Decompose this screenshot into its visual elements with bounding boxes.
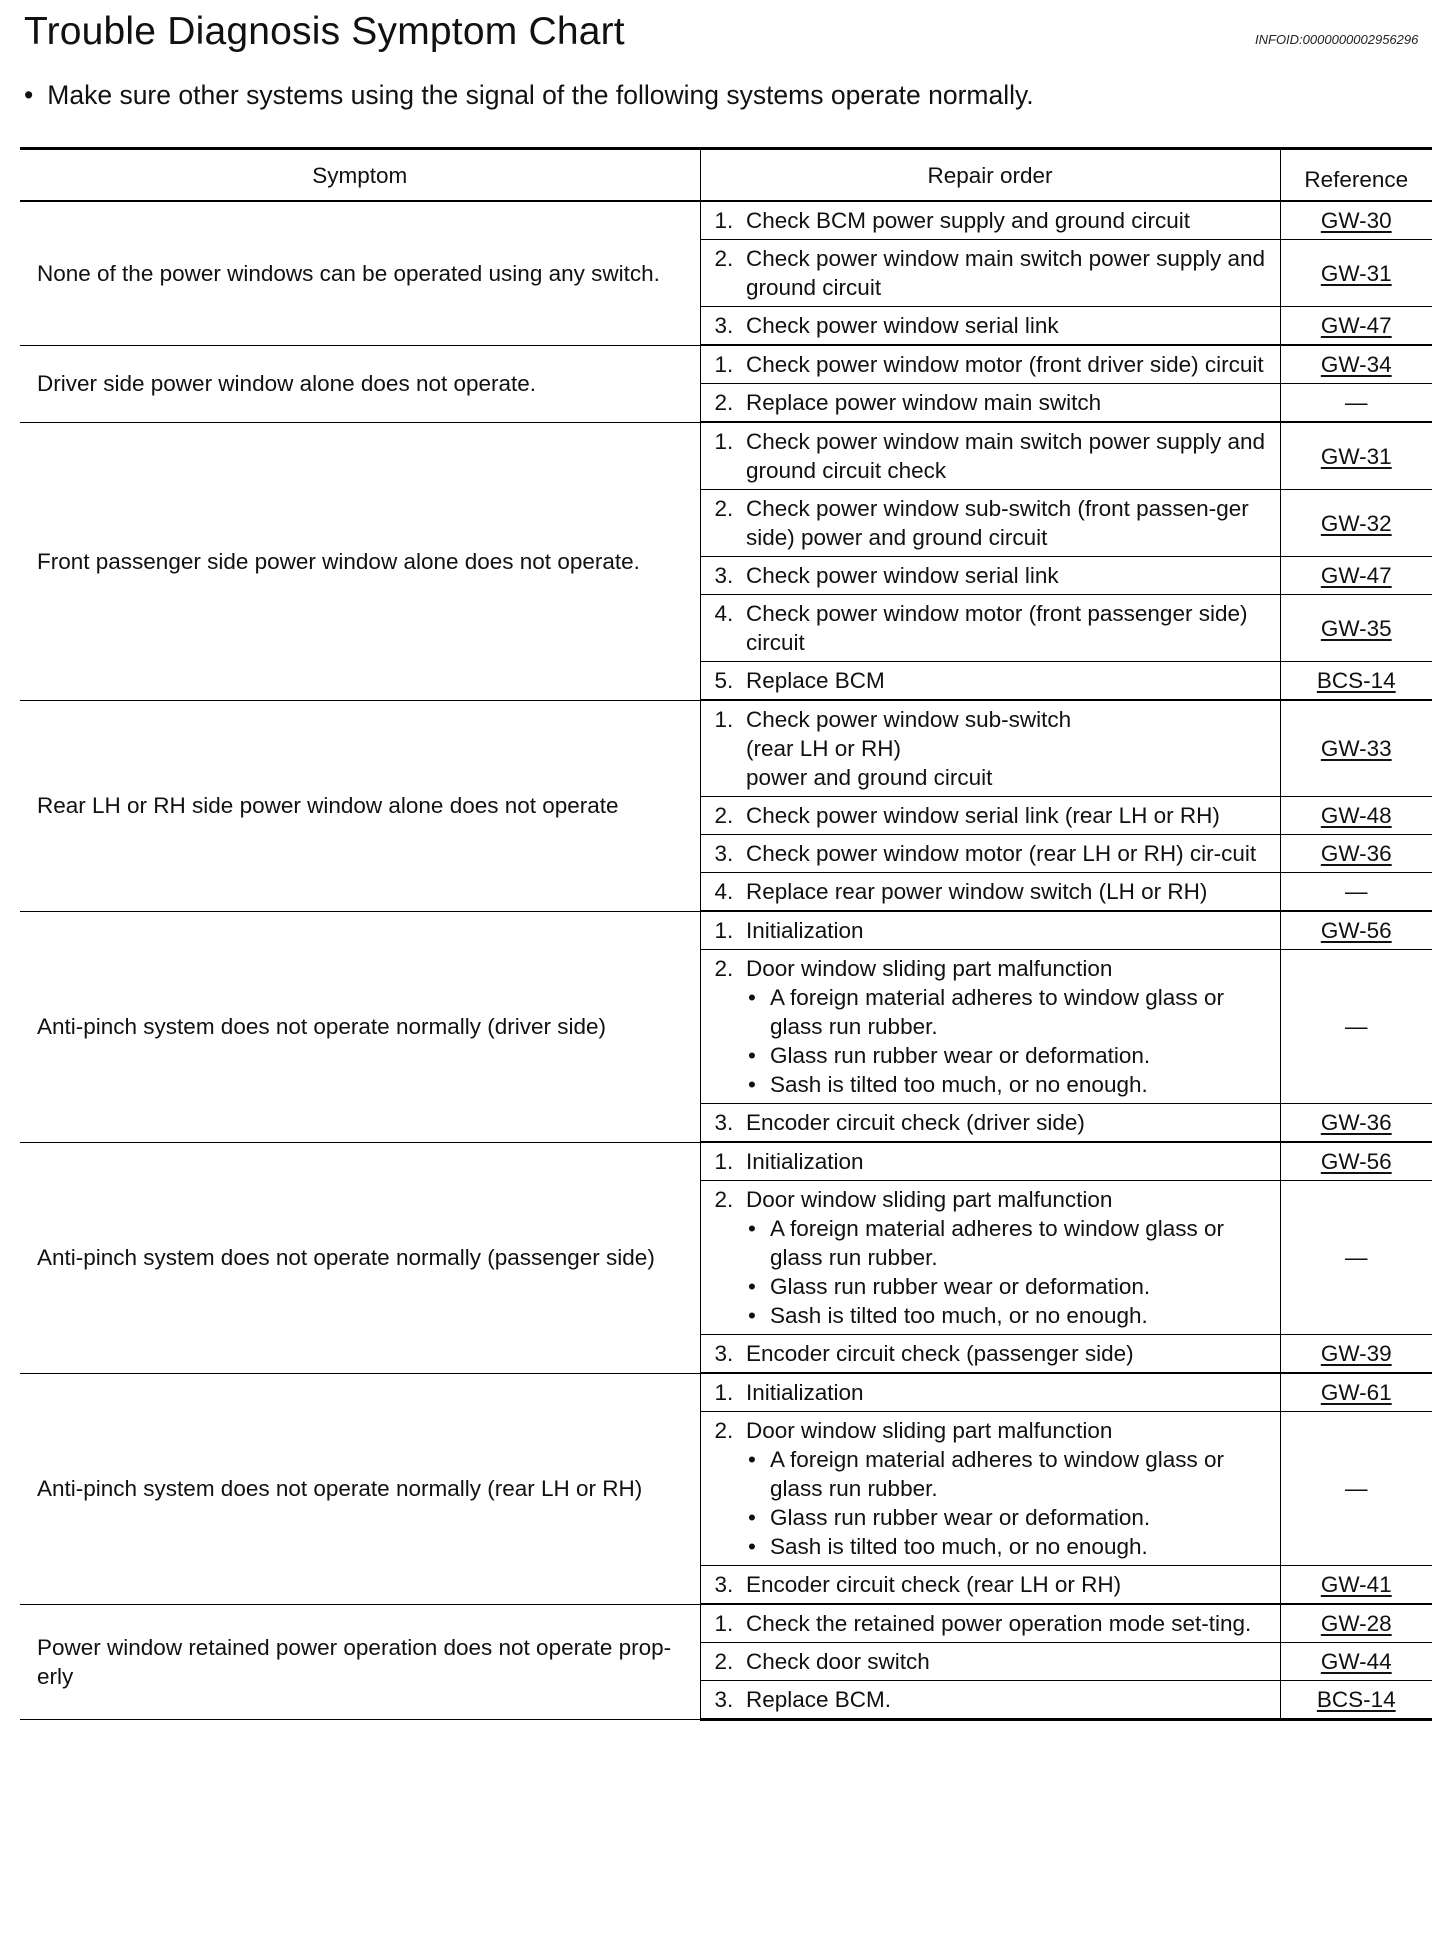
reference-link[interactable]: GW-44 [1320, 1649, 1392, 1674]
step-text: Check power window serial link [746, 313, 1059, 338]
step-number: 5. [700, 662, 744, 701]
reference-link[interactable]: GW-32 [1320, 510, 1392, 536]
table-body [20, 201, 1432, 1720]
step-text: Door window sliding part malfunction [746, 1187, 1113, 1212]
step-text: Door window sliding part malfunction [746, 956, 1113, 981]
reference-link[interactable]: GW-31 [1320, 260, 1392, 286]
step-text-cell [744, 700, 1280, 797]
symptom-cell: Anti-pinch system does not operate normally (driver side) [20, 911, 700, 1142]
step-text-cell [744, 1566, 1280, 1605]
step-text-cell [744, 1643, 1280, 1681]
step-bullet: • A foreign material adheres to window glass or glass run rubber. [746, 1445, 1274, 1503]
reference-link[interactable]: GW-56 [1320, 918, 1392, 943]
step-text-cell [744, 911, 1280, 950]
step-text: Check power window motor (front driver side) circuit [746, 352, 1264, 377]
step-number: 3. [700, 835, 744, 873]
reference-link[interactable]: GW-30 [1320, 208, 1392, 233]
step-number: 1. [700, 201, 744, 240]
step-text-cell [744, 422, 1280, 490]
header-repair-order: Repair order [700, 149, 1280, 202]
reference-cell [1280, 1181, 1432, 1335]
reference-link[interactable]: GW-56 [1320, 1149, 1392, 1174]
table-row [20, 1604, 1432, 1643]
step-number: 3. [700, 307, 744, 346]
step-text: Check power window motor (front passenger side) circuit [746, 601, 1248, 655]
step-text-cell [744, 240, 1280, 307]
reference-link[interactable]: GW-33 [1320, 736, 1392, 761]
step-text: Replace BCM. [746, 1687, 892, 1712]
reference-cell [1280, 384, 1432, 423]
step-text-cell [744, 1412, 1280, 1566]
step-text: Initialization [746, 1380, 864, 1405]
reference-cell [1280, 1681, 1432, 1720]
step-number: 1. [700, 700, 744, 797]
step-bullet: • Glass run rubber wear or deformation. [746, 1503, 1274, 1532]
step-text-cell [744, 557, 1280, 595]
reference-link[interactable]: GW-36 [1320, 841, 1392, 866]
reference-cell [1280, 1643, 1432, 1681]
table-row [20, 201, 1432, 240]
reference-cell [1280, 1104, 1432, 1143]
step-text: Replace power window main switch [746, 390, 1102, 415]
step-text-line: Check power window sub-switch [746, 707, 1072, 732]
step-text: Check power window main switch power supply and ground circuit [746, 246, 1265, 300]
step-number: 4. [700, 595, 744, 662]
step-text-cell [744, 384, 1280, 423]
reference-cell [1280, 911, 1432, 950]
reference-link[interactable]: GW-47 [1320, 313, 1392, 338]
reference-cell [1280, 490, 1432, 557]
step-number: 2. [700, 490, 744, 557]
step-number: 1. [700, 345, 744, 384]
step-text-cell [744, 201, 1280, 240]
reference-cell [1280, 201, 1432, 240]
reference-link[interactable]: GW-35 [1320, 615, 1392, 641]
reference-cell [1280, 422, 1432, 490]
step-number: 1. [700, 1373, 744, 1412]
reference-none: — [1345, 1245, 1368, 1270]
reference-cell [1280, 1373, 1432, 1412]
step-bullet: • A foreign material adheres to window glass or glass run rubber. [746, 983, 1274, 1041]
step-text-line: (rear LH or RH) [746, 736, 902, 761]
header-reference: Reference [1280, 149, 1432, 202]
step-number: 1. [700, 422, 744, 490]
step-number: 1. [700, 911, 744, 950]
reference-link[interactable]: GW-36 [1320, 1110, 1392, 1135]
reference-none: — [1345, 1014, 1368, 1039]
table-row [20, 422, 1432, 490]
reference-cell [1280, 345, 1432, 384]
table-row [20, 1142, 1432, 1181]
reference-cell [1280, 1604, 1432, 1643]
intro-note-text: Make sure other systems using the signal of the following systems operate normally. [47, 80, 1034, 110]
reference-cell [1280, 835, 1432, 873]
page-title: Trouble Diagnosis Symptom Chart [24, 10, 625, 53]
step-text: Replace rear power window switch (LH or RH) [746, 879, 1208, 904]
step-text-cell [744, 595, 1280, 662]
step-text-cell [744, 345, 1280, 384]
step-number: 2. [700, 950, 744, 1104]
reference-cell [1280, 1335, 1432, 1374]
step-bullet: • Sash is tilted too much, or no enough. [746, 1301, 1274, 1330]
reference-link[interactable]: GW-61 [1320, 1380, 1392, 1405]
reference-cell [1280, 240, 1432, 307]
symptom-cell: Anti-pinch system does not operate normally (rear LH or RH) [20, 1373, 700, 1604]
reference-link[interactable]: BCS-14 [1316, 668, 1396, 693]
step-number: 3. [700, 1566, 744, 1605]
step-text-cell [744, 835, 1280, 873]
symptom-cell: Power window retained power operation does not operate prop-erly [20, 1604, 700, 1720]
step-text: Initialization [746, 918, 864, 943]
reference-cell [1280, 873, 1432, 912]
reference-cell [1280, 950, 1432, 1104]
step-text-cell [744, 873, 1280, 912]
step-text: Door window sliding part malfunction [746, 1418, 1113, 1443]
reference-link[interactable]: GW-47 [1320, 563, 1392, 588]
reference-cell [1280, 595, 1432, 662]
table-row [20, 345, 1432, 384]
symptom-cell: None of the power windows can be operated using any switch. [20, 201, 700, 345]
step-text-cell [744, 1335, 1280, 1374]
header-symptom: Symptom [20, 149, 700, 202]
step-bullet: • Sash is tilted too much, or no enough. [746, 1532, 1274, 1561]
step-bullet: • Glass run rubber wear or deformation. [746, 1272, 1274, 1301]
reference-none: — [1345, 879, 1368, 904]
step-text: Check power window motor (rear LH or RH) cir-cuit [746, 841, 1257, 866]
step-number: 2. [700, 1643, 744, 1681]
step-text: Check the retained power operation mode set-ting. [746, 1611, 1252, 1636]
step-text-cell [744, 307, 1280, 346]
reference-cell [1280, 557, 1432, 595]
reference-cell [1280, 662, 1432, 701]
reference-link[interactable]: GW-31 [1320, 443, 1392, 469]
step-text-cell [744, 490, 1280, 557]
reference-cell [1280, 307, 1432, 346]
step-number: 3. [700, 1104, 744, 1143]
table-row [20, 911, 1432, 950]
step-number: 3. [700, 557, 744, 595]
step-bullet: • Sash is tilted too much, or no enough. [746, 1070, 1274, 1099]
step-text: Check door switch [746, 1649, 930, 1674]
reference-cell [1280, 1566, 1432, 1605]
step-text: Check power window serial link [746, 563, 1059, 588]
symptom-cell: Front passenger side power window alone does not operate. [20, 422, 700, 700]
intro-note [24, 80, 1034, 111]
step-text: Check power window main switch power supply and ground circuit check [746, 429, 1265, 483]
reference-none: — [1345, 390, 1368, 415]
step-text: Check power window serial link (rear LH or RH) [746, 803, 1220, 828]
symptom-cell: Driver side power window alone does not operate. [20, 345, 700, 422]
step-number: 3. [700, 1681, 744, 1720]
step-text: Encoder circuit check (passenger side) [746, 1341, 1134, 1366]
reference-link[interactable]: GW-34 [1320, 352, 1392, 377]
table-row [20, 1373, 1432, 1412]
step-text-cell [744, 1604, 1280, 1643]
step-text: Check BCM power supply and ground circuit [746, 208, 1190, 233]
step-number: 2. [700, 240, 744, 307]
step-text-cell [744, 1181, 1280, 1335]
step-text-cell [744, 1373, 1280, 1412]
step-number: 1. [700, 1142, 744, 1181]
step-number: 4. [700, 873, 744, 912]
step-number: 3. [700, 1335, 744, 1374]
reference-link[interactable]: GW-39 [1320, 1341, 1392, 1366]
step-text: Check power window sub-switch (front passen-ger side) power and ground circuit [746, 496, 1249, 550]
step-text: Encoder circuit check (driver side) [746, 1110, 1085, 1135]
reference-link[interactable]: GW-41 [1320, 1572, 1392, 1597]
reference-link[interactable]: GW-48 [1320, 803, 1392, 828]
symptom-cell: Anti-pinch system does not operate normally (passenger side) [20, 1142, 700, 1373]
step-number: 2. [700, 797, 744, 835]
symptom-chart-table [20, 147, 1432, 1721]
step-number: 2. [700, 384, 744, 423]
reference-cell [1280, 700, 1432, 797]
symptom-cell: Rear LH or RH side power window alone does not operate [20, 700, 700, 911]
reference-cell [1280, 1142, 1432, 1181]
step-number: 2. [700, 1181, 744, 1335]
step-text: Initialization [746, 1149, 864, 1174]
bullet-icon: • [24, 80, 34, 110]
step-text-cell [744, 1142, 1280, 1181]
table-row [20, 700, 1432, 797]
step-text-cell [744, 797, 1280, 835]
step-text: Encoder circuit check (rear LH or RH) [746, 1572, 1122, 1597]
reference-none: — [1345, 1476, 1368, 1501]
table-header-row [20, 149, 1432, 202]
step-bullet: • A foreign material adheres to window glass or glass run rubber. [746, 1214, 1274, 1272]
step-text-cell [744, 1681, 1280, 1720]
step-text-line: power and ground circuit [746, 765, 993, 790]
step-text-cell [744, 662, 1280, 701]
step-text-cell [744, 950, 1280, 1104]
info-id: INFOID:0000000002956296 [1255, 32, 1419, 47]
reference-cell [1280, 1412, 1432, 1566]
reference-link[interactable]: BCS-14 [1316, 1687, 1396, 1712]
step-number: 2. [700, 1412, 744, 1566]
step-text: Replace BCM [746, 668, 885, 693]
reference-link[interactable]: GW-28 [1320, 1611, 1392, 1636]
reference-cell [1280, 797, 1432, 835]
step-number: 1. [700, 1604, 744, 1643]
step-text-cell [744, 1104, 1280, 1143]
step-bullet: • Glass run rubber wear or deformation. [746, 1041, 1274, 1070]
